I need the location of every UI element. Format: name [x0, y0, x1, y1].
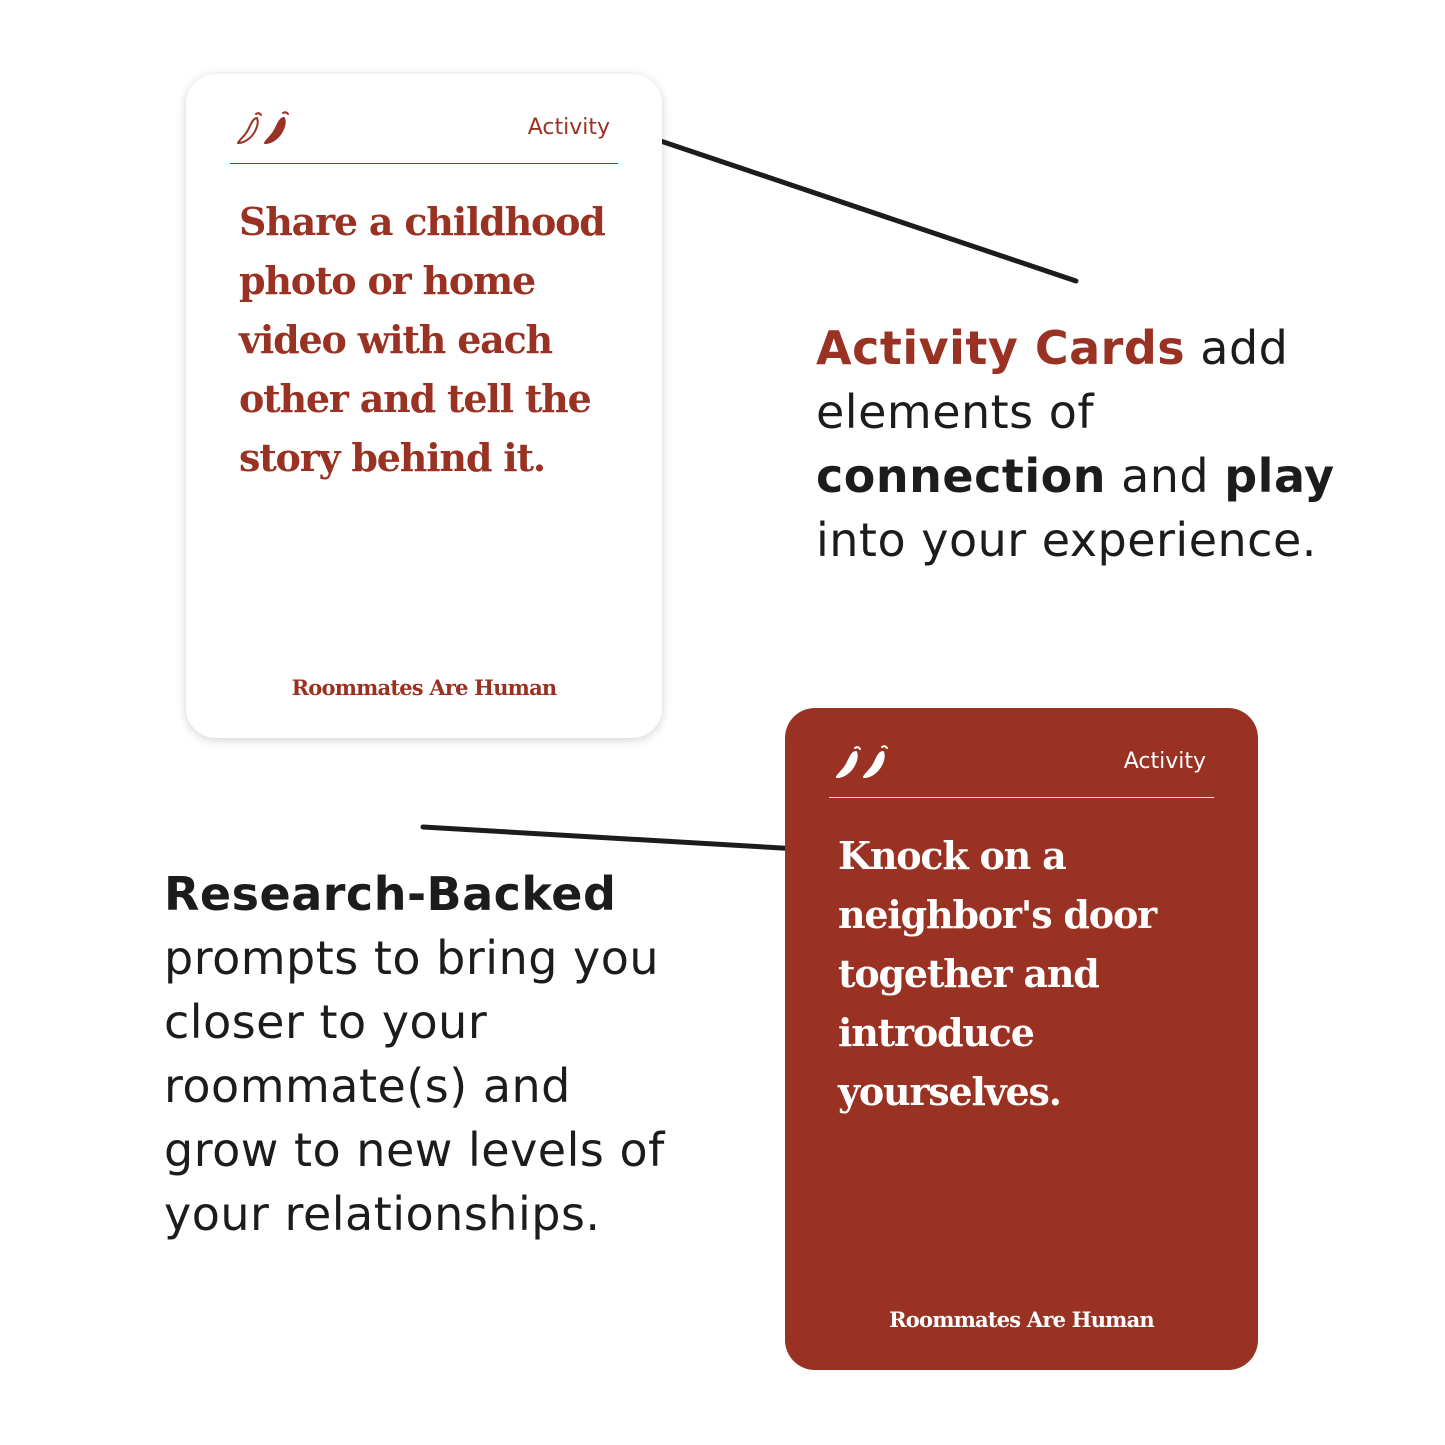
card-category-label: Activity: [527, 115, 610, 140]
connector-line-research: [423, 827, 816, 850]
callout-line: [816, 316, 1416, 380]
chili-peppers-icon: [236, 110, 298, 146]
prompt-line: neighbor's door: [838, 892, 1156, 937]
callout-text: add: [1185, 321, 1289, 375]
prompt-line: together and: [838, 951, 1099, 996]
prompt-line: introduce: [838, 1010, 1034, 1055]
card-prompt-text: [838, 826, 1218, 1121]
prompt-line: Share a childhood: [239, 199, 605, 244]
card-footer-brand: Roommates Are Human: [291, 675, 557, 700]
callout-highlight: Activity Cards: [816, 321, 1186, 375]
card-divider: [230, 163, 618, 164]
callout-line: into your experience.: [816, 513, 1317, 567]
callout-line: your relationships.: [164, 1187, 601, 1241]
card-divider: [829, 797, 1214, 798]
chili-peppers-icon: [835, 744, 897, 780]
callout-line: roommate(s) and: [164, 1059, 571, 1113]
activity-card-red: [785, 708, 1258, 1370]
activity-card-white: [186, 74, 662, 738]
callout-heading: Research-Backed: [164, 867, 617, 921]
callout-line: prompts to bring you: [164, 931, 660, 985]
callout-activity-cards: [816, 316, 1416, 572]
prompt-line: Knock on a: [838, 833, 1066, 878]
callout-line: [816, 444, 1416, 508]
prompt-line: photo or home: [239, 258, 536, 303]
card-footer-brand: Roommates Are Human: [889, 1307, 1154, 1332]
card-category-label: Activity: [1123, 749, 1206, 774]
callout-text: and: [1105, 449, 1225, 503]
callout-research-backed: [164, 862, 764, 1246]
callout-bold: connection: [816, 449, 1106, 503]
connector-line-activity: [631, 131, 1076, 281]
card-prompt-text: [239, 192, 619, 487]
callout-line: closer to your: [164, 995, 488, 1049]
prompt-line: story behind it.: [239, 435, 545, 480]
callout-line: grow to new levels of: [164, 1123, 665, 1177]
prompt-line: yourselves.: [838, 1069, 1061, 1114]
callout-line: elements of: [816, 385, 1095, 439]
callout-bold: play: [1224, 449, 1335, 503]
prompt-line: other and tell the: [239, 376, 591, 421]
prompt-line: video with each: [239, 317, 552, 362]
